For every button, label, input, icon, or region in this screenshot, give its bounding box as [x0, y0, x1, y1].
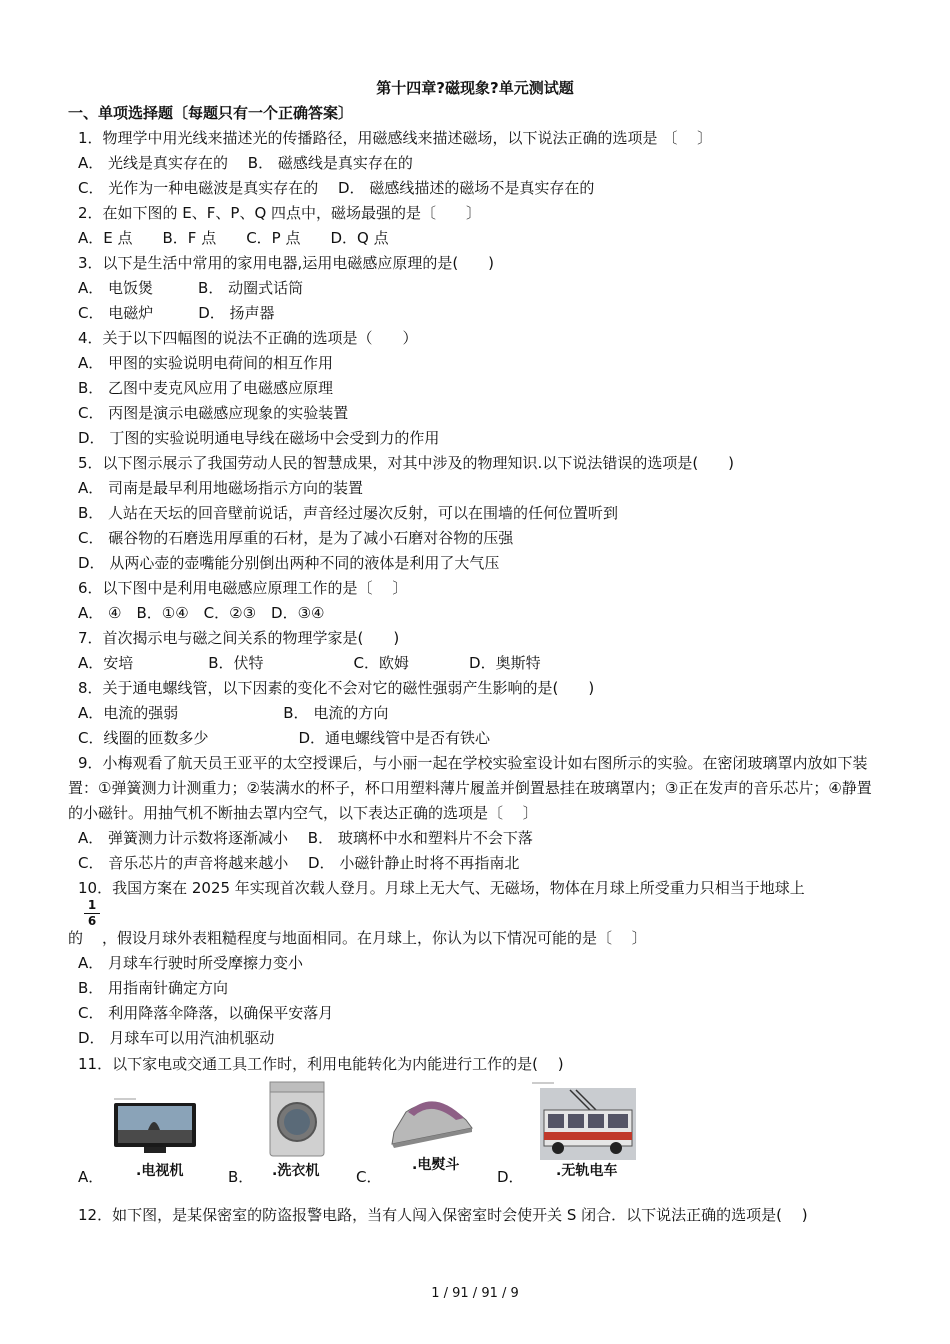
- q4-option-d: D． 丁图的实验说明通电导线在磁场中会受到力的作用: [78, 429, 440, 447]
- q2-stem: 2．在如下图的 E、F、P、Q 四点中，磁场最强的是〔 〕: [78, 204, 482, 222]
- page-footer: 1 / 91 / 91 / 9: [431, 1286, 519, 1301]
- q9-options-ab: A． 弹簧测力计示数将逐渐减小 B． 玻璃杯中水和塑料片不会下落: [78, 829, 533, 847]
- q4-option-c: C． 丙图是演示电磁感应现象的实验装置: [78, 404, 349, 422]
- q8-options-cd: C．线圈的匝数多少 D．通电螺线管中是否有铁心: [78, 729, 491, 747]
- q9-stem: 9．小梅观看了航天员王亚平的太空授课后，与小丽一起在学校实验室设计如右图所示的实验。在密闭玻璃罩内放如下装置：①弹簧测力计测重力；②装满水的杯子，杯口用塑料薄片履盖并倒置悬挂在玻璃罩内；③正在发声的音乐芯片；④静置的小磁针。用抽气机不断抽去罩内空气，以下表达正确的选项是〔 〕: [68, 754, 872, 822]
- q10-stem-prefix: 的: [68, 929, 84, 947]
- q3-stem: 3．以下是生活中常用的家用电器,运用电磁感应原理的是( ): [78, 254, 495, 272]
- q8-options-ab: A．电流的强弱 B． 电流的方向: [78, 704, 389, 722]
- iron-label: .电熨斗: [412, 1157, 460, 1173]
- q10-option-d: D． 月球车可以用汽油机驱动: [78, 1029, 275, 1047]
- q3-options-ab: A． 电饭煲 B． 动圈式话筒: [78, 279, 304, 297]
- q7-options: A．安培 B．伏特 C．欧姆 D．奥斯特: [78, 654, 541, 672]
- washing-machine-image: [266, 1080, 328, 1160]
- q2-options: A．E 点 B．F 点 C．P 点 D．Q 点: [78, 229, 389, 247]
- q10-stem: 10．我国方案在 2025 年实现首次载人登月。月球上无大气、无磁场，物体在月球上所受重力只相当于地球上: [78, 879, 805, 897]
- q4-option-b: B． 乙图中麦克风应用了电磁感应原理: [78, 379, 334, 397]
- q5-option-a: A． 司南是最早利用地磁场指示方向的装置: [78, 479, 364, 497]
- section-heading: 一、单项选择题〔每题只有一个正确答案〕: [68, 104, 354, 122]
- q10-stem-continued: ，假设月球外表粗糙程度与地面相同。在月球上，你认为以下情况可能的是〔 〕: [102, 929, 647, 947]
- tv-image: [108, 1096, 198, 1158]
- q1-options-cd: C． 光作为一种电磁波是真实存在的 D． 磁感线描述的磁场不是真实存在的: [78, 179, 595, 197]
- q6-stem: 6．以下图中是利用电磁感应原理工作的是〔 〕: [78, 579, 408, 597]
- q11-option-c-letter: C．: [356, 1168, 382, 1186]
- q11-option-a-letter: A．: [78, 1168, 104, 1186]
- q5-stem: 5．以下图示展示了我国劳动人民的智慧成果，对其中涉及的物理知识.以下说法错误的选项是( ): [78, 454, 735, 472]
- q11-option-d-letter: D．: [497, 1168, 524, 1186]
- q5-option-b: B． 人站在天坛的回音壁前说话，声音经过屡次反射，可以在围墙的任何位置听到: [78, 504, 619, 522]
- q5-option-d: D． 从两心壶的壶嘴能分别倒出两种不同的液体是利用了大气压: [78, 554, 500, 572]
- q10-option-c: C． 利用降落伞降落，以确保平安落月: [78, 1004, 334, 1022]
- q10-option-a: A． 月球车行驶时所受摩擦力变小: [78, 954, 304, 972]
- q6-options: A． ④ B．①④ C．②③ D．③④: [78, 604, 325, 622]
- q12-stem: 12．如下图，是某保密室的防盗报警电路，当有人闯入保密室时会使开关 S 闭合．以下说法正确的选项是( ): [78, 1206, 808, 1224]
- q9-options-cd: C． 音乐芯片的声音将越来越小 D． 小磁针静止时将不再指南北: [78, 854, 520, 872]
- washing-machine-label: .洗衣机: [272, 1163, 320, 1179]
- iron-image: [386, 1082, 478, 1154]
- q4-stem: 4．关于以下四幅图的说法不正确的选项是（ ）: [78, 329, 418, 347]
- page-title: 第十四章?磁现象?单元测试题: [376, 79, 574, 97]
- q1-stem: 1．物理学中用光线来描述光的传播路径，用磁感线来描述磁场，以下说法正确的选项是 〔 〕: [78, 129, 713, 147]
- fraction-denominator: 6: [87, 914, 97, 928]
- fraction-numerator: 1: [84, 898, 100, 914]
- q11-stem: 11．以下家电或交通工具工作时，利用电能转化为内能进行工作的是( ): [78, 1055, 564, 1073]
- trolleybus-label: .无轨电车: [556, 1163, 618, 1179]
- trolleybus-image: [530, 1080, 636, 1162]
- q5-option-c: C． 碾谷物的石磨选用厚重的石材，是为了减小石磨对谷物的压强: [78, 529, 514, 547]
- q3-options-cd: C． 电磁炉 D． 扬声器: [78, 304, 275, 322]
- q10-option-b: B． 用指南针确定方向: [78, 979, 229, 997]
- tv-label: .电视机: [136, 1163, 184, 1179]
- q1-options-ab: A． 光线是真实存在的 B． 磁感线是真实存在的: [78, 154, 413, 172]
- fraction-one-sixth: [84, 898, 100, 929]
- q8-stem: 8．关于通电螺线管，以下因素的变化不会对它的磁性强弱产生影响的是( ): [78, 679, 595, 697]
- q7-stem: 7．首次揭示电与磁之间关系的物理学家是( ): [78, 629, 400, 647]
- q4-option-a: A． 甲图的实验说明电荷间的相互作用: [78, 354, 334, 372]
- q11-option-b-letter: B．: [228, 1168, 254, 1186]
